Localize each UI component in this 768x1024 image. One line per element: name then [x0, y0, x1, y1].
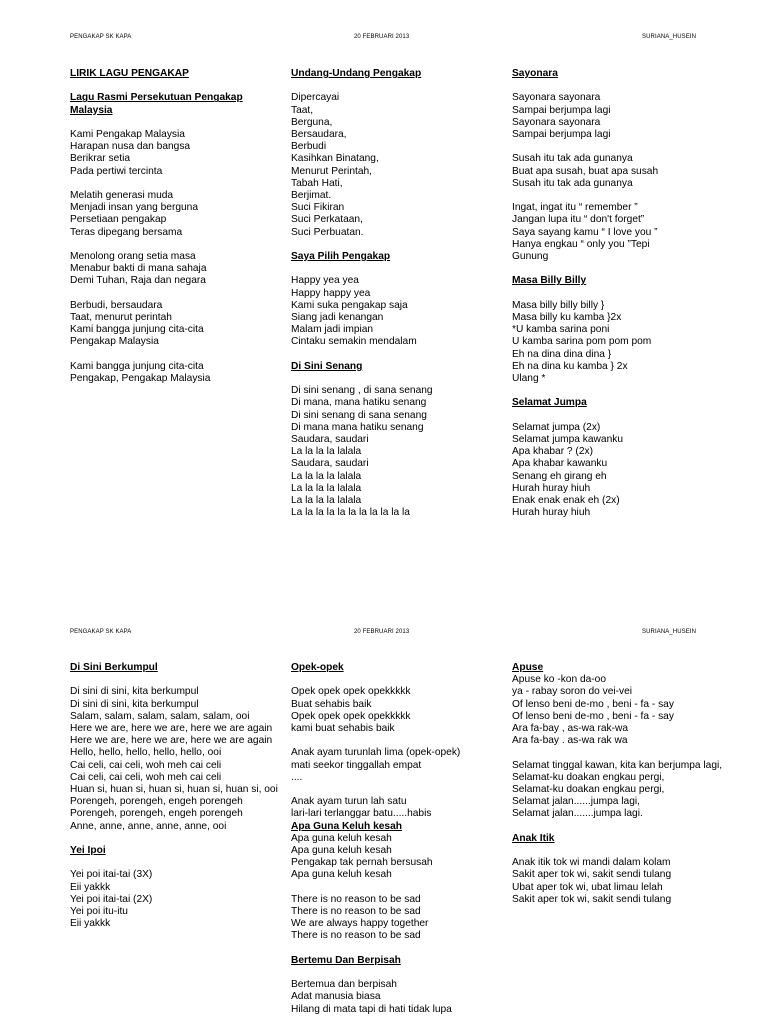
spacer	[512, 288, 727, 300]
lyric-line: Menurut Perintah,	[291, 165, 372, 177]
lyric-line: Apa guna keluh kesah	[291, 845, 392, 856]
lyric-line: Demi Tuhan, Raja dan negara	[70, 275, 206, 287]
lyric-line: La la la la la la la la la la la	[291, 507, 410, 519]
lyric-line: Masa billy ku kamba }2x	[512, 311, 622, 323]
song-title: Selamat Jumpa	[512, 397, 587, 409]
lyric-line: Menolong orang setia masa	[70, 250, 196, 262]
lyric-line: Saudara, saudari	[291, 458, 369, 470]
lyric-line: Melatih generasi muda	[70, 189, 174, 201]
lyric-line: Selamat-ku doakan engkau pergi,	[512, 784, 665, 796]
song-title: Opek-opek	[291, 662, 344, 673]
lyric-line: Siang jadi kenangan	[291, 312, 384, 324]
lyric-line: There is no reason to be sad	[291, 930, 421, 942]
spacer	[291, 735, 506, 747]
spacer	[512, 821, 727, 833]
lyric-line: kami buat sehabis baik	[291, 723, 395, 734]
lyric-line: Di mana, mana hatiku senang	[291, 397, 427, 409]
lyric-line: Taat,	[291, 104, 314, 116]
lyric-line: Opek opek opek opekkkkk	[291, 710, 411, 722]
lyric-line: Sayonara sayonara	[512, 116, 601, 128]
header-left: PENGAKAP SK KAPA	[70, 34, 132, 40]
lyric-line: Happy yea yea	[291, 275, 359, 287]
song-title: Lagu Rasmi Persekutuan Pengakap Malaysia	[70, 92, 243, 116]
page2-column-3	[512, 662, 727, 906]
lyric-line: Berjimat.	[291, 190, 332, 202]
lyric-line: Malam jadi impian	[291, 324, 374, 336]
lyric-line: Enak enak enak eh (2x)	[512, 495, 620, 506]
lyric-line: Teras dipegang bersama	[70, 226, 183, 238]
lyric-line: Ara fa-bay . as-wa rak wa	[512, 735, 628, 747]
lyric-line: Yei poi itu-itu	[70, 906, 128, 918]
lyric-line: La la la la lalala	[291, 482, 362, 494]
lyric-line: Hello, hello, hello, hello, hello, ooi	[70, 747, 222, 759]
lyric-line: Sakit aper tok wi, sakit sendi tulang	[512, 869, 672, 881]
spacer	[70, 833, 285, 845]
lyric-line: Susah itu tak ada gunanya	[512, 177, 633, 189]
lyric-line: Sampai berjumpa lagi	[512, 129, 611, 140]
lyric-line: Saudara, saudari	[291, 434, 369, 446]
spacer	[512, 80, 727, 92]
lyric-line: Eh na dina ku kamba } 2x	[512, 360, 628, 372]
lyric-line: Of lenso beni de-mo , beni - fa - say	[512, 710, 674, 722]
spacer	[291, 80, 506, 92]
spacer	[512, 190, 727, 202]
spacer	[291, 967, 506, 979]
lyric-line: La la la la lalala	[291, 446, 362, 458]
lyric-line: Senang eh girang eh	[512, 470, 607, 482]
spacer	[70, 349, 285, 361]
spacer	[291, 373, 506, 385]
lyric-line: Berbudi	[291, 141, 327, 153]
lyric-line: U kamba sarina pom pom pom	[512, 336, 652, 348]
page2-column-2	[291, 662, 506, 1016]
lyric-line: Buat sehabis baik	[291, 698, 372, 710]
spacer	[291, 784, 506, 796]
lyric-line: Pengakap, Pengakap Malaysia	[70, 372, 211, 384]
lyric-line: Sakit aper tok wi, sakit sendi tulang	[512, 893, 672, 905]
header-right: SURIANA_HUSEIN	[642, 34, 697, 40]
lyric-line: Selamat-ku doakan engkau pergi,	[512, 771, 665, 783]
lyric-line: Of lenso beni de-mo , beni - fa - say	[512, 698, 674, 710]
spacer	[512, 845, 727, 857]
lyric-line: Bersaudara,	[291, 129, 347, 140]
lyric-line: Anak ayam turun lah satu	[291, 796, 407, 808]
lyric-line: Sampai berjumpa lagi	[512, 104, 611, 116]
lyric-line: Kami bangga junjung cita-cita	[70, 360, 204, 372]
lyric-line: Selamat tinggal kawan, kita kan berjumpa lagi,	[512, 759, 723, 771]
song-title: Sayonara	[512, 68, 558, 79]
lyric-line: Kami suka pengakap saja	[291, 299, 408, 311]
lyric-line: Kami bangga junjung cita-cita	[70, 324, 204, 336]
lyric-line: We are always happy together	[291, 918, 429, 930]
lyric-line: Berikrar setia	[70, 153, 131, 165]
lyric-line: Menjadi insan yang berguna	[70, 202, 199, 214]
lyric-line: Hurah huray hiuh	[512, 507, 591, 519]
spacer	[512, 141, 727, 153]
song-title: Masa Billy Billy	[512, 275, 587, 287]
lyric-line: Apa khabar ? (2x)	[512, 446, 593, 458]
lyric-line: Di sini di sini, kita berkumpul	[70, 698, 199, 710]
page1-column-1	[70, 68, 285, 385]
spacer	[512, 410, 727, 422]
lyric-line: ....	[291, 771, 303, 783]
lyric-line: Hilang di mata tapi di hati tidak lupa	[291, 1003, 452, 1015]
song-title: Anak Itik	[512, 832, 555, 844]
lyric-line: lari-lari terlanggar batu.....habis	[291, 808, 432, 820]
song-title: Yei Ipoi	[70, 845, 106, 857]
lyric-line: Menabur bakti di mana sahaja	[70, 263, 207, 275]
lyric-line: Huan si, huan si, huan si, huan si, huan si, ooi	[70, 784, 278, 796]
lyric-line: Cai celi, cai celi, woh meh cai celi	[70, 771, 222, 783]
lyric-line: Suci Perbuatan.	[291, 226, 364, 238]
lyric-line: Anak ayam turunlah lima (opek-opek)	[291, 747, 461, 759]
spacer	[291, 239, 506, 251]
document-page-2	[0, 610, 768, 1024]
lyric-line: Buat apa susah, buat apa susah	[512, 165, 659, 177]
lyric-line: mati seekor tinggallah empat	[291, 759, 422, 771]
lyric-line: Sayonara sayonara	[512, 92, 601, 104]
lyric-line: Apa khabar kawanku	[512, 458, 608, 470]
lyric-line: Berguna,	[291, 116, 333, 128]
lyric-line: Apa guna keluh kesah	[291, 832, 392, 844]
lyric-line: Susah itu tak ada gunanya	[512, 153, 633, 165]
spacer	[70, 117, 285, 129]
lyric-line: Anne, anne, anne, anne, anne, ooi	[70, 820, 227, 832]
lyric-line: Yei poi itai-tai (3X)	[70, 869, 153, 881]
lyric-line: Masa billy billy billy }	[512, 299, 605, 311]
lyric-line: Eh na dina dina dina }	[512, 348, 612, 360]
lyric-line: Opek opek opek opekkkkk	[291, 686, 411, 698]
lyric-line: Hanya engkau “ only you ”Tepi	[512, 238, 650, 250]
lyric-line: Cai celi, cai celi, woh meh cai celi	[70, 759, 222, 771]
song-title: Apuse	[512, 662, 544, 673]
lyric-line: Berbudi, bersaudara	[70, 299, 163, 311]
song-title: Apa Guna Keluh kesah	[291, 820, 402, 832]
lyric-line: Ara fa-bay , as-wa rak-wa	[512, 723, 629, 735]
lyric-line: Harapan nusa dan bangsa	[70, 141, 191, 153]
song-title: Saya Pilih Pengakap	[291, 251, 391, 263]
lyric-line: Ulang *	[512, 373, 546, 384]
lyric-line: Di sini senang di sana senang	[291, 409, 427, 421]
spacer	[70, 80, 285, 92]
lyric-line: Kami Pengakap Malaysia	[70, 128, 185, 140]
song-title: Di Sini Berkumpul	[70, 662, 158, 673]
lyric-line: Pada pertiwi tercinta	[70, 165, 163, 177]
lyric-line: Here we are, here we are, here we are again	[70, 735, 273, 747]
lyric-line: Persetiaan pengakap	[70, 214, 167, 226]
spacer	[512, 385, 727, 397]
lyric-line: Yei poi itai-tai (2X)	[70, 893, 153, 905]
page1-column-2	[291, 68, 506, 519]
lyric-line: Pengakap Malaysia	[70, 336, 159, 348]
lyric-line: Hurah huray hiuh	[512, 482, 591, 494]
spacer	[70, 288, 285, 300]
lyric-line: *U kamba sarina poni	[512, 324, 610, 336]
lyric-line: Dipercayai	[291, 92, 340, 104]
spacer	[291, 943, 506, 955]
lyric-line: There is no reason to be sad	[291, 906, 421, 917]
lyric-line: Pengakap tak pernah bersusah	[291, 857, 433, 869]
page1-column-3	[512, 68, 727, 519]
song-title: Di Sini Senang	[291, 360, 363, 372]
lyric-line: Tabah Hati,	[291, 177, 343, 189]
lyric-line: Jangan lupa itu “ don't forget”	[512, 214, 645, 226]
lyric-line: Selamat jalan......jumpa lagi,	[512, 796, 640, 808]
lyric-line: There is no reason to be sad	[291, 893, 421, 905]
spacer	[512, 747, 727, 759]
lyric-line: Di sini senang , di sana senang	[291, 385, 433, 397]
spacer	[70, 178, 285, 190]
lyric-line: Di sini di sini, kita berkumpul	[70, 686, 199, 698]
spacer	[291, 882, 506, 894]
spacer	[512, 263, 727, 275]
lyric-line: Adat manusia biasa	[291, 991, 381, 1003]
lyric-line: Suci Perkataan,	[291, 214, 363, 226]
page2-column-1	[70, 662, 285, 930]
lyric-line: ya - rabay soron do vei-vei	[512, 686, 633, 698]
lyric-line: Ubat aper tok wi, ubat limau lelah	[512, 881, 663, 893]
song-title: Undang-Undang Pengakap	[291, 68, 422, 79]
lyric-line: Happy happy yea	[291, 287, 371, 299]
header-date: 20 FEBRUARI 2013	[354, 34, 410, 40]
spacer	[291, 674, 506, 686]
lyric-line: La la la la lalala	[291, 495, 362, 507]
song-title: Bertemu Dan Berpisah	[291, 954, 401, 966]
lyric-line: Selamat jumpa kawanku	[512, 433, 623, 445]
spacer	[70, 239, 285, 251]
spacer	[291, 263, 506, 275]
lyric-line: Di mana mana hatiku senang	[291, 421, 424, 433]
spacer	[291, 349, 506, 361]
lyric-line: Eii yakkk	[70, 881, 111, 893]
lyric-line: Cintaku semakin mendalam	[291, 336, 417, 348]
lyric-line: Selamat jalan.......jumpa lagi.	[512, 808, 643, 820]
lyric-line: Anak itik tok wi mandi dalam kolam	[512, 857, 671, 869]
lyric-line: Saya sayang kamu “ I love you ”	[512, 226, 658, 238]
header-left: PENGAKAP SK KAPA	[70, 629, 132, 635]
header-date: 20 FEBRUARI 2013	[354, 629, 410, 635]
song-title: LIRIK LAGU PENGAKAP	[70, 68, 189, 79]
lyric-line: Apa guna keluh kesah	[291, 869, 392, 881]
spacer	[70, 674, 285, 686]
lyric-line: La la la la lalala	[291, 470, 362, 482]
lyric-line: Kasihkan Binatang,	[291, 153, 379, 165]
lyric-line: Gunung	[512, 251, 549, 262]
spacer	[70, 857, 285, 869]
lyric-line: Taat, menurut perintah	[70, 311, 172, 323]
lyric-line: Here we are, here we are, here we are again	[70, 723, 273, 734]
header-right: SURIANA_HUSEIN	[642, 629, 697, 635]
lyric-line: Selamat jumpa (2x)	[512, 421, 601, 433]
lyric-line: Porengeh, porengeh, engeh porengeh	[70, 796, 243, 808]
lyric-line: Eii yakkk	[70, 918, 111, 930]
lyric-line: Suci Fikiran	[291, 202, 345, 214]
lyric-line: Apuse ko -kon da-oo	[512, 674, 607, 686]
lyric-line: Porengeh, porengeh, engeh porengeh	[70, 808, 243, 820]
lyric-line: Ingat, ingat itu “ remember ”	[512, 202, 638, 214]
lyric-line: Salam, salam, salam, salam, salam, ooi	[70, 710, 250, 722]
lyric-line: Bertemua dan berpisah	[291, 979, 397, 991]
